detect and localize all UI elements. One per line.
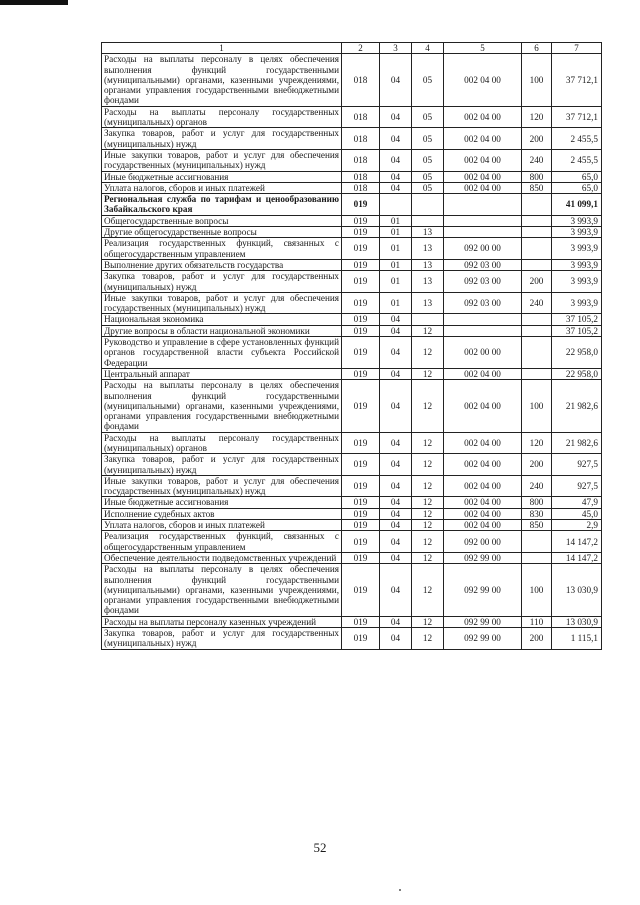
table-row <box>102 314 602 325</box>
cell-amount: 14 147,2 <box>552 552 602 563</box>
cell-code-ministry: 019 <box>342 497 380 508</box>
cell-subsection: 12 <box>412 432 444 454</box>
cell-expense-type: 830 <box>522 508 552 519</box>
row-name-cell <box>102 194 342 216</box>
cell-amount: 1 115,1 <box>552 628 602 650</box>
table-row <box>102 54 602 106</box>
cell-amount: 22 958,0 <box>552 337 602 369</box>
cell-target-article: 002 04 00 <box>444 149 522 171</box>
table-row <box>102 380 602 432</box>
cell-subsection: 12 <box>412 508 444 519</box>
row-name: Уплата налогов, сборов и иных платежей <box>104 520 265 531</box>
budget-table <box>101 42 602 650</box>
cell-section: 04 <box>380 531 412 553</box>
cell-code-ministry: 019 <box>342 325 380 336</box>
row-name: Иные закупки товаров, работ и услуг для обеспечения государственных (муниципальных) нужд <box>104 292 339 314</box>
cell-amount: 21 982,6 <box>552 432 602 454</box>
cell-subsection: 12 <box>412 531 444 553</box>
cell-amount: 3 993,9 <box>552 292 602 314</box>
cell-subsection: 05 <box>412 54 444 106</box>
cell-target-article: 002 04 00 <box>444 54 522 106</box>
document-page <box>101 42 601 650</box>
cell-code-ministry: 019 <box>342 194 380 216</box>
row-name: Другие вопросы в области национальной экономики <box>104 325 310 336</box>
cell-expense-type: 200 <box>522 628 552 650</box>
cell-target-article: 002 04 00 <box>444 520 522 531</box>
table-row <box>102 337 602 369</box>
cell-code-ministry: 019 <box>342 215 380 226</box>
row-name-cell <box>102 215 342 226</box>
cell-subsection: 05 <box>412 182 444 193</box>
cell-target-article: 092 99 00 <box>444 552 522 563</box>
table-row <box>102 454 602 476</box>
cell-subsection: 12 <box>412 552 444 563</box>
cell-section: 04 <box>380 520 412 531</box>
cell-target-article: 002 04 00 <box>444 380 522 432</box>
cell-amount: 21 982,6 <box>552 380 602 432</box>
table-row <box>102 325 602 336</box>
row-name-cell <box>102 271 342 293</box>
table-row <box>102 520 602 531</box>
row-name-cell <box>102 531 342 553</box>
cell-expense-type: 200 <box>522 454 552 476</box>
cell-section <box>380 194 412 216</box>
cell-code-ministry: 018 <box>342 171 380 182</box>
row-name-cell <box>102 259 342 270</box>
cell-target-article: 002 04 00 <box>444 368 522 379</box>
column-header: 7 <box>552 43 602 54</box>
cell-amount: 3 993,9 <box>552 259 602 270</box>
cell-code-ministry: 019 <box>342 337 380 369</box>
cell-amount: 927,5 <box>552 454 602 476</box>
cell-target-article: 002 04 00 <box>444 171 522 182</box>
table-row <box>102 564 602 616</box>
row-name-cell <box>102 628 342 650</box>
cell-section: 01 <box>380 259 412 270</box>
cell-amount: 2 455,5 <box>552 149 602 171</box>
row-name-cell <box>102 564 342 616</box>
cell-subsection: 12 <box>412 325 444 336</box>
cell-code-ministry: 019 <box>342 238 380 260</box>
page-number: 52 <box>313 840 327 855</box>
cell-expense-type <box>522 215 552 226</box>
column-header: 3 <box>380 43 412 54</box>
cell-section: 04 <box>380 54 412 106</box>
row-name: Иные бюджетные ассигнования <box>104 497 229 508</box>
row-name-cell <box>102 368 342 379</box>
cell-section: 04 <box>380 182 412 193</box>
row-name: Расходы на выплаты персоналу в целях обеспечения выполнения функций государственными (муниципальными) органами, казенными учреждениями, органами управления государственными внебюджетными фондами <box>104 54 339 106</box>
row-name: Закупка товаров, работ и услуг для государственных (муниципальных) нужд <box>104 628 339 649</box>
cell-target-article <box>444 227 522 238</box>
cell-expense-type: 100 <box>522 380 552 432</box>
cell-subsection: 12 <box>412 380 444 432</box>
cell-code-ministry: 019 <box>342 227 380 238</box>
table-row <box>102 628 602 650</box>
cell-amount: 3 993,9 <box>552 215 602 226</box>
cell-code-ministry: 019 <box>342 432 380 454</box>
cell-expense-type: 100 <box>522 54 552 106</box>
cell-code-ministry: 018 <box>342 182 380 193</box>
row-name-cell <box>102 227 342 238</box>
cell-code-ministry: 019 <box>342 380 380 432</box>
table-row <box>102 497 602 508</box>
cell-target-article <box>444 314 522 325</box>
table-row <box>102 616 602 627</box>
row-name-cell <box>102 337 342 369</box>
table-row <box>102 182 602 193</box>
cell-subsection: 13 <box>412 271 444 293</box>
cell-amount: 37 105,2 <box>552 314 602 325</box>
row-name-cell <box>102 149 342 171</box>
cell-target-article: 092 99 00 <box>444 616 522 627</box>
cell-expense-type <box>522 238 552 260</box>
cell-subsection: 05 <box>412 171 444 182</box>
cell-expense-type: 240 <box>522 149 552 171</box>
cell-code-ministry: 018 <box>342 128 380 150</box>
cell-section: 04 <box>380 337 412 369</box>
column-header: 1 <box>102 43 342 54</box>
cell-amount: 65,0 <box>552 182 602 193</box>
cell-amount: 37 712,1 <box>552 106 602 128</box>
row-name: Уплата налогов, сборов и иных платежей <box>104 182 265 193</box>
cell-section: 04 <box>380 106 412 128</box>
row-name-cell <box>102 106 342 128</box>
row-name-cell <box>102 380 342 432</box>
cell-target-article: 092 00 00 <box>444 531 522 553</box>
cell-target-article: 002 04 00 <box>444 475 522 497</box>
cell-amount: 37 712,1 <box>552 54 602 106</box>
row-name-cell <box>102 497 342 508</box>
cell-expense-type <box>522 194 552 216</box>
cell-code-ministry: 018 <box>342 149 380 171</box>
cell-amount: 3 993,9 <box>552 227 602 238</box>
row-name-cell <box>102 475 342 497</box>
cell-target-article <box>444 325 522 336</box>
cell-code-ministry: 019 <box>342 508 380 519</box>
row-name-cell <box>102 314 342 325</box>
cell-code-ministry: 019 <box>342 552 380 563</box>
table-row <box>102 106 602 128</box>
cell-section: 04 <box>380 368 412 379</box>
cell-subsection <box>412 215 444 226</box>
cell-expense-type: 200 <box>522 128 552 150</box>
row-name-cell <box>102 325 342 336</box>
cell-expense-type: 850 <box>522 520 552 531</box>
row-name: Руководство и управление в сфере установленных функций органов государственной власти субъекта Российской Федерации <box>104 337 339 368</box>
cell-expense-type <box>522 325 552 336</box>
row-name: Расходы на выплаты персоналу в целях обеспечения выполнения функций государственными (муниципальными) органами, казенными учреждениями, органами управления государственными внебюджетными фондами <box>104 380 339 432</box>
table-row <box>102 531 602 553</box>
cell-section: 04 <box>380 314 412 325</box>
table-row <box>102 368 602 379</box>
row-name: Иные закупки товаров, работ и услуг для обеспечения государственных (муниципальных) нужд <box>104 149 339 171</box>
cell-expense-type: 240 <box>522 475 552 497</box>
cell-expense-type: 120 <box>522 106 552 128</box>
cell-code-ministry: 018 <box>342 54 380 106</box>
cell-amount: 13 030,9 <box>552 564 602 616</box>
row-name: Закупка товаров, работ и услуг для государственных (муниципальных) нужд <box>104 271 339 292</box>
cell-expense-type <box>522 259 552 270</box>
cell-code-ministry: 019 <box>342 475 380 497</box>
row-name: Расходы на выплаты персоналу в целях обеспечения выполнения функций государственными (муниципальными) органами, казенными учреждениями, органами управления государственными внебюджетными фондами <box>104 564 339 616</box>
row-name-cell <box>102 292 342 314</box>
cell-target-article: 092 99 00 <box>444 628 522 650</box>
row-name: Закупка товаров, работ и услуг для государственных (муниципальных) нужд <box>104 454 339 475</box>
column-header: 2 <box>342 43 380 54</box>
row-name-cell <box>102 508 342 519</box>
row-name: Закупка товаров, работ и услуг для государственных (муниципальных) нужд <box>104 128 339 149</box>
cell-code-ministry: 019 <box>342 454 380 476</box>
cell-subsection: 05 <box>412 106 444 128</box>
cell-subsection: 12 <box>412 628 444 650</box>
cell-subsection: 05 <box>412 149 444 171</box>
row-name-cell <box>102 454 342 476</box>
cell-section: 04 <box>380 508 412 519</box>
cell-section: 04 <box>380 475 412 497</box>
cell-section: 04 <box>380 616 412 627</box>
table-row <box>102 475 602 497</box>
scan-edge-mark <box>0 0 68 5</box>
cell-section: 01 <box>380 238 412 260</box>
cell-expense-type: 110 <box>522 616 552 627</box>
cell-amount: 13 030,9 <box>552 616 602 627</box>
cell-subsection: 13 <box>412 238 444 260</box>
cell-section: 04 <box>380 497 412 508</box>
cell-code-ministry: 019 <box>342 531 380 553</box>
cell-target-article: 002 04 00 <box>444 508 522 519</box>
cell-code-ministry: 019 <box>342 314 380 325</box>
cell-expense-type: 100 <box>522 564 552 616</box>
table-row <box>102 215 602 226</box>
cell-subsection: 13 <box>412 292 444 314</box>
cell-section: 04 <box>380 628 412 650</box>
cell-subsection: 13 <box>412 227 444 238</box>
cell-expense-type <box>522 368 552 379</box>
cell-section: 04 <box>380 432 412 454</box>
cell-code-ministry: 019 <box>342 292 380 314</box>
column-header: 4 <box>412 43 444 54</box>
cell-section: 04 <box>380 325 412 336</box>
budget-table-body <box>102 43 602 650</box>
row-name: Региональная служба по тарифам и ценообразованию Забайкальского края <box>104 194 339 215</box>
cell-amount: 45,0 <box>552 508 602 519</box>
row-name-cell <box>102 54 342 106</box>
row-name: Другие общегосударственные вопросы <box>104 227 257 238</box>
cell-subsection: 12 <box>412 337 444 369</box>
cell-code-ministry: 018 <box>342 106 380 128</box>
cell-target-article: 092 03 00 <box>444 271 522 293</box>
table-row <box>102 238 602 260</box>
cell-subsection: 12 <box>412 497 444 508</box>
cell-target-article: 092 00 00 <box>444 238 522 260</box>
cell-expense-type <box>522 227 552 238</box>
cell-amount: 2,9 <box>552 520 602 531</box>
cell-subsection: 05 <box>412 128 444 150</box>
row-name-cell <box>102 182 342 193</box>
cell-expense-type: 800 <box>522 171 552 182</box>
cell-subsection: 12 <box>412 520 444 531</box>
cell-expense-type <box>522 531 552 553</box>
row-name-cell <box>102 432 342 454</box>
table-row <box>102 552 602 563</box>
table-row <box>102 149 602 171</box>
cell-section: 01 <box>380 292 412 314</box>
table-row <box>102 227 602 238</box>
cell-subsection <box>412 194 444 216</box>
cell-expense-type: 800 <box>522 497 552 508</box>
cell-target-article: 002 04 00 <box>444 432 522 454</box>
row-name-cell <box>102 171 342 182</box>
cell-code-ministry: 019 <box>342 520 380 531</box>
cell-section: 04 <box>380 149 412 171</box>
table-header-row <box>102 43 602 54</box>
cell-section: 04 <box>380 380 412 432</box>
cell-section: 01 <box>380 215 412 226</box>
cell-amount: 41 099,1 <box>552 194 602 216</box>
cell-subsection: 12 <box>412 368 444 379</box>
row-name: Общегосударственные вопросы <box>104 215 229 226</box>
cell-subsection <box>412 314 444 325</box>
cell-target-article: 002 04 00 <box>444 106 522 128</box>
cell-amount: 3 993,9 <box>552 238 602 260</box>
cell-subsection: 12 <box>412 454 444 476</box>
row-name-cell <box>102 616 342 627</box>
row-name: Расходы на выплаты персоналу казенных учреждений <box>104 616 317 627</box>
cell-amount: 3 993,9 <box>552 271 602 293</box>
row-name: Обеспечение деятельности подведомственных учреждений <box>104 552 337 563</box>
cell-subsection: 13 <box>412 259 444 270</box>
cell-code-ministry: 019 <box>342 368 380 379</box>
row-name: Иные бюджетные ассигнования <box>104 171 229 182</box>
row-name-cell <box>102 128 342 150</box>
cell-expense-type: 850 <box>522 182 552 193</box>
cell-section: 04 <box>380 564 412 616</box>
row-name-cell <box>102 238 342 260</box>
row-name: Исполнение судебных актов <box>104 508 215 519</box>
cell-section: 04 <box>380 552 412 563</box>
row-name-cell <box>102 552 342 563</box>
cell-amount: 927,5 <box>552 475 602 497</box>
cell-target-article: 002 04 00 <box>444 128 522 150</box>
row-name: Выполнение других обязательств государства <box>104 259 284 270</box>
column-header: 6 <box>522 43 552 54</box>
cell-target-article <box>444 215 522 226</box>
cell-target-article: 092 99 00 <box>444 564 522 616</box>
table-row <box>102 259 602 270</box>
cell-subsection: 12 <box>412 564 444 616</box>
cell-target-article: 002 00 00 <box>444 337 522 369</box>
row-name: Реализация государственных функций, связанных с общегосударственным управлением <box>104 531 339 552</box>
table-row <box>102 128 602 150</box>
row-name: Иные закупки товаров, работ и услуг для обеспечения государственных (муниципальных) нужд <box>104 475 339 497</box>
cell-subsection: 12 <box>412 616 444 627</box>
cell-expense-type: 120 <box>522 432 552 454</box>
cell-target-article: 002 04 00 <box>444 497 522 508</box>
cell-amount: 14 147,2 <box>552 531 602 553</box>
table-row <box>102 432 602 454</box>
row-name-cell <box>102 520 342 531</box>
cell-expense-type: 200 <box>522 271 552 293</box>
cell-expense-type <box>522 337 552 369</box>
table-row <box>102 271 602 293</box>
cell-code-ministry: 019 <box>342 271 380 293</box>
cell-amount: 37 105,2 <box>552 325 602 336</box>
cell-target-article: 092 03 00 <box>444 292 522 314</box>
cell-section: 01 <box>380 227 412 238</box>
row-name: Расходы на выплаты персоналу государственных (муниципальных) органов <box>104 106 339 128</box>
cell-amount: 47,9 <box>552 497 602 508</box>
cell-subsection: 12 <box>412 475 444 497</box>
cell-amount: 65,0 <box>552 171 602 182</box>
cell-section: 04 <box>380 171 412 182</box>
row-name: Реализация государственных функций, связанных с общегосударственным управлением <box>104 238 339 259</box>
cell-section: 04 <box>380 128 412 150</box>
scan-speck <box>399 889 401 891</box>
cell-target-article: 002 04 00 <box>444 182 522 193</box>
cell-amount: 22 958,0 <box>552 368 602 379</box>
row-name: Расходы на выплаты персоналу государственных (муниципальных) органов <box>104 432 339 453</box>
cell-section: 04 <box>380 454 412 476</box>
cell-code-ministry: 019 <box>342 259 380 270</box>
row-name: Центральный аппарат <box>104 368 190 379</box>
cell-section: 01 <box>380 271 412 293</box>
cell-target-article: 002 04 00 <box>444 454 522 476</box>
table-row <box>102 194 602 216</box>
cell-code-ministry: 019 <box>342 616 380 627</box>
cell-amount: 2 455,5 <box>552 128 602 150</box>
cell-code-ministry: 019 <box>342 564 380 616</box>
cell-expense-type <box>522 552 552 563</box>
cell-target-article <box>444 194 522 216</box>
table-row <box>102 508 602 519</box>
column-header: 5 <box>444 43 522 54</box>
cell-target-article: 092 03 00 <box>444 259 522 270</box>
table-row <box>102 171 602 182</box>
row-name: Национальная экономика <box>104 314 204 325</box>
table-row <box>102 292 602 314</box>
cell-expense-type: 240 <box>522 292 552 314</box>
cell-code-ministry: 019 <box>342 628 380 650</box>
cell-expense-type <box>522 314 552 325</box>
